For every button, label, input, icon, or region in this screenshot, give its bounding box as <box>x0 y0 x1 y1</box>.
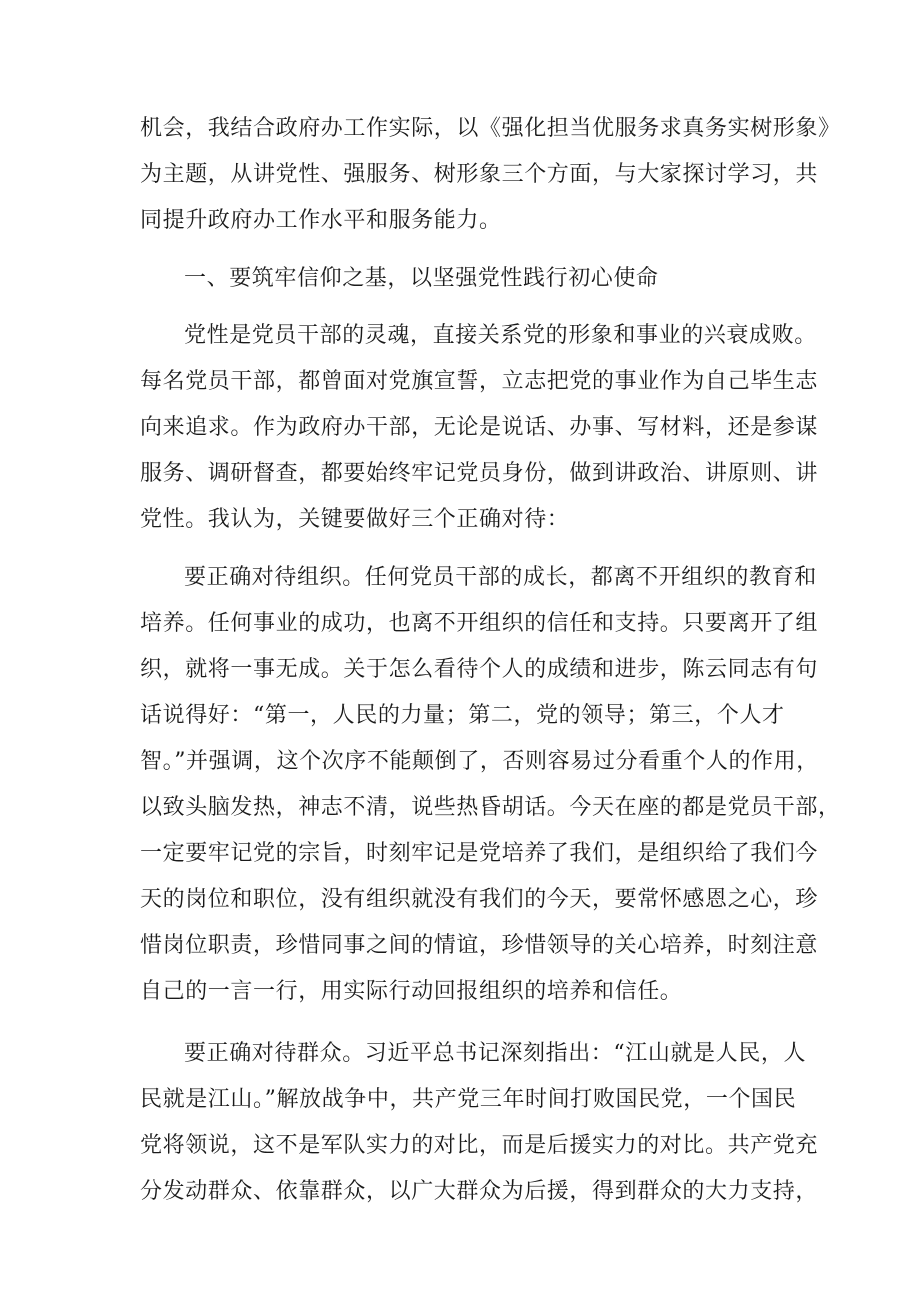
paragraph-3-line-1: 要正确对待组织。任何党员干部的成长，都离不开组织的教育和 <box>184 565 817 590</box>
document-body <box>140 0 841 1301</box>
paragraph-1-line-3: 同提升政府办工作水平和服务能力。 <box>140 208 502 233</box>
paragraph-4-line-4: 分发动群众、依靠群众，以广大群众为后援，得到群众的大力支持， <box>140 1179 819 1204</box>
paragraph-3-line-7: 一定要牢记党的宗旨，时刻牢记是党培养了我们，是组织给了我们今 <box>140 841 819 866</box>
paragraph-2-line-3: 向来追求。作为政府办干部，无论是说话、办事、写材料，还是参谋 <box>140 415 819 440</box>
paragraph-3-line-9: 惜岗位职责，珍惜同事之间的情谊，珍惜领导的关心培养，时刻注意 <box>140 933 819 958</box>
paragraph-3-line-8: 天的岗位和职位，没有组织就没有我们的今天，要常怀感恩之心，珍 <box>140 887 819 912</box>
paragraph-4-line-1: 要正确对待群众。习近平总书记深刻指出：“江山就是人民，人 <box>184 1041 807 1066</box>
paragraph-4-line-3: 党将领说，这不是军队实力的对比，而是后援实力的对比。共产党充 <box>140 1133 819 1158</box>
paragraph-3-line-10: 自己的一言一行，用实际行动回报组织的培养和信任。 <box>140 979 683 1004</box>
paragraph-2-line-4: 服务、调研督查，都要始终牢记党员身份，做到讲政治、讲原则、讲 <box>140 461 819 486</box>
paragraph-1-line-2: 为主题，从讲党性、强服务、树形象三个方面，与大家探讨学习，共 <box>140 162 819 187</box>
paragraph-2-line-5: 党性。我认为，关键要做好三个正确对待： <box>140 507 570 532</box>
paragraph-1-line-1: 机会，我结合政府办工作实际，以《强化担当优服务求真务实树形象》 <box>140 116 841 141</box>
paragraph-2-line-2: 每名党员干部，都曾面对党旗宣誓，立志把党的事业作为自己毕生志 <box>140 369 819 394</box>
paragraph-3-line-4: 话说得好：“第一，人民的力量；第二，党的领导；第三，个人才 <box>140 703 785 728</box>
paragraph-2-line-1: 党性是党员干部的灵魂，直接关系党的形象和事业的兴衰成败。 <box>184 323 817 348</box>
paragraph-3-line-3: 织，就将一事无成。关于怎么看待个人的成绩和进步，陈云同志有句 <box>140 657 819 682</box>
paragraph-4-line-2: 民就是江山。”解放战争中，共产党三年时间打败国民党，一个国民 <box>140 1087 797 1112</box>
paragraph-3-line-5: 智。”并强调，这个次序不能颠倒了，否则容易过分看重个人的作用， <box>140 749 819 774</box>
paragraph-3-line-6: 以致头脑发热，神志不清，说些热昏胡话。今天在座的都是党员干部， <box>140 795 841 820</box>
section-heading-1: 一、要筑牢信仰之基，以坚强党性践行初心使命 <box>184 266 659 291</box>
paragraph-3-line-2: 培养。任何事业的成功，也离不开组织的信任和支持。只要离开了组 <box>140 611 819 636</box>
